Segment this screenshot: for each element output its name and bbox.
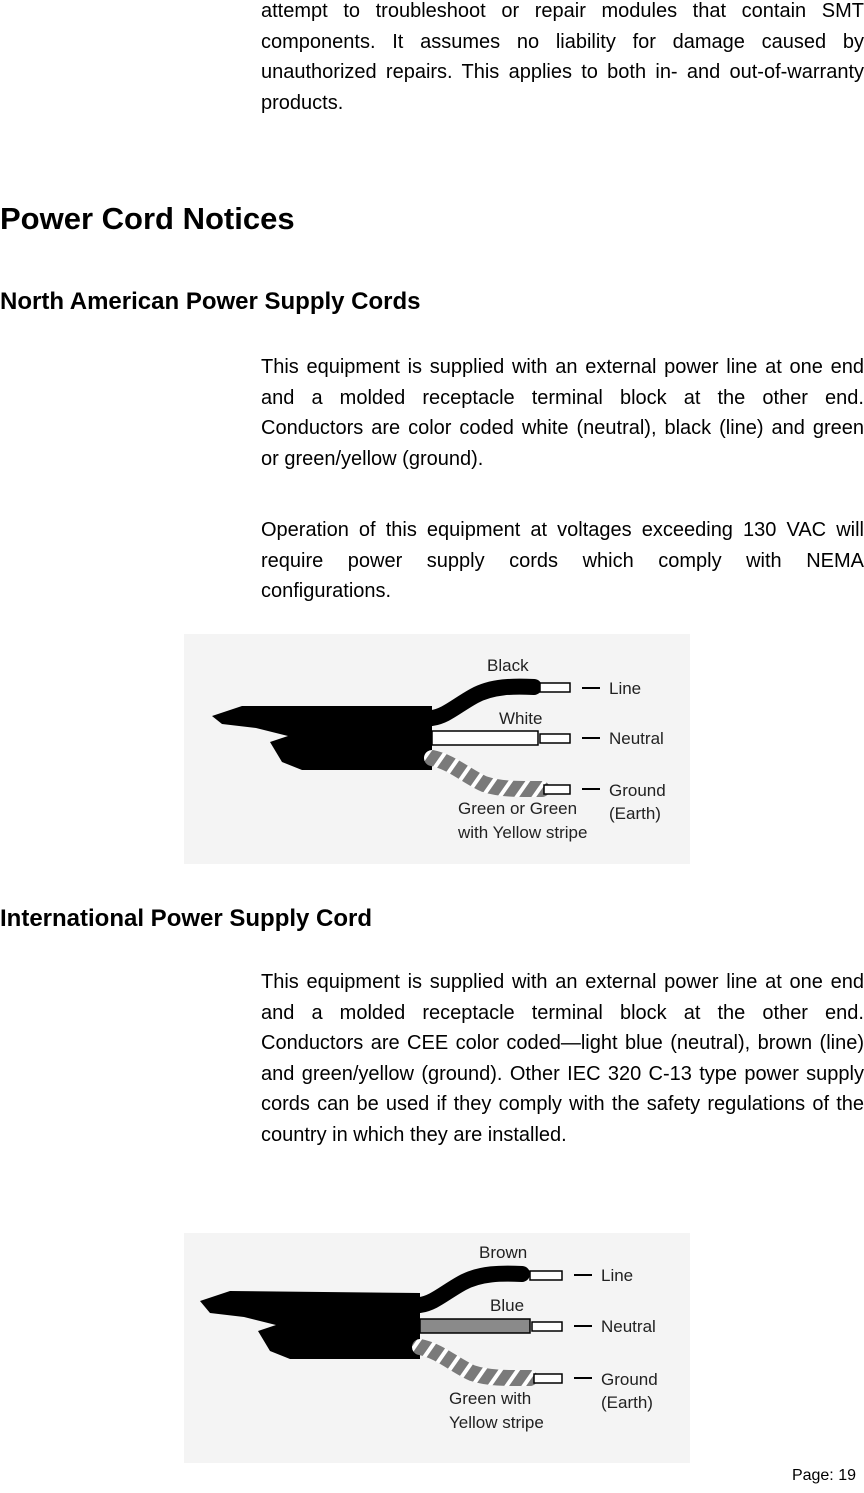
wire-middle-label: White	[499, 709, 543, 728]
term-ground-label-1: Ground	[601, 1370, 658, 1389]
north-american-cord-diagram	[184, 634, 690, 864]
middle-wire-terminal	[540, 734, 570, 743]
term-neutral-label: Neutral	[601, 1317, 656, 1336]
term-line-label: Line	[601, 1266, 634, 1285]
international-heading: International Power Supply Cord	[0, 905, 373, 932]
bottom-wire-terminal	[534, 1374, 562, 1383]
middle-wire	[420, 1319, 530, 1333]
wire-bottom-label-2: with Yellow stripe	[458, 823, 588, 842]
page-number: Page: 19	[791, 1467, 856, 1484]
term-ground-label-1: Ground	[609, 781, 666, 800]
intro-continuation-paragraph: attempt to troubleshoot or repair modules that contain SMT components. It assumes no liability for damage caused by unauthorized repairs. This applies to both in- and out-of-warranty products.	[261, 0, 864, 114]
term-neutral-label: Neutral	[609, 729, 664, 748]
top-wire-terminal	[540, 683, 570, 692]
north-american-paragraph-2: Operation of this equipment at voltages exceeding 130 VAC will require power supply cords which comply with NEMA configurations.	[261, 519, 864, 602]
term-ground-label-2: (Earth)	[609, 804, 661, 823]
wire-top-label: Brown	[479, 1243, 528, 1262]
international-paragraph-1: This equipment is supplied with an external power line at one end and a molded receptacle terminal block at the other end. Conductors are CEE color coded—light blue (neutral), brown (line) and green/yellow (ground). Other IEC 320 C-13 type power supply cords can be used if they comply with the safety regulations of the country in which they are installed.	[261, 971, 864, 1146]
international-cord-diagram	[184, 1233, 690, 1463]
middle-wire	[432, 731, 538, 745]
north-american-paragraph-1: This equipment is supplied with an external power line at one end and a molded receptacle terminal block at the other end. Conductors are color coded white (neutral), black (line) and green or green/yellow (ground).	[261, 356, 864, 470]
wire-bottom-label-1: Green with	[449, 1389, 532, 1408]
term-line-label: Line	[609, 679, 642, 698]
section-title: Power Cord Notices	[0, 201, 295, 236]
wire-bottom-label-1: Green or Green	[458, 799, 578, 818]
bottom-wire-terminal	[544, 785, 570, 794]
term-ground-label-2: (Earth)	[601, 1393, 653, 1412]
wire-middle-label: Blue	[490, 1296, 525, 1315]
wire-top-label: Black	[487, 656, 529, 675]
north-american-heading: North American Power Supply Cords	[0, 288, 421, 315]
top-wire-terminal	[530, 1271, 562, 1280]
wire-bottom-label-2: Yellow stripe	[449, 1413, 544, 1432]
middle-wire-terminal	[532, 1322, 562, 1331]
